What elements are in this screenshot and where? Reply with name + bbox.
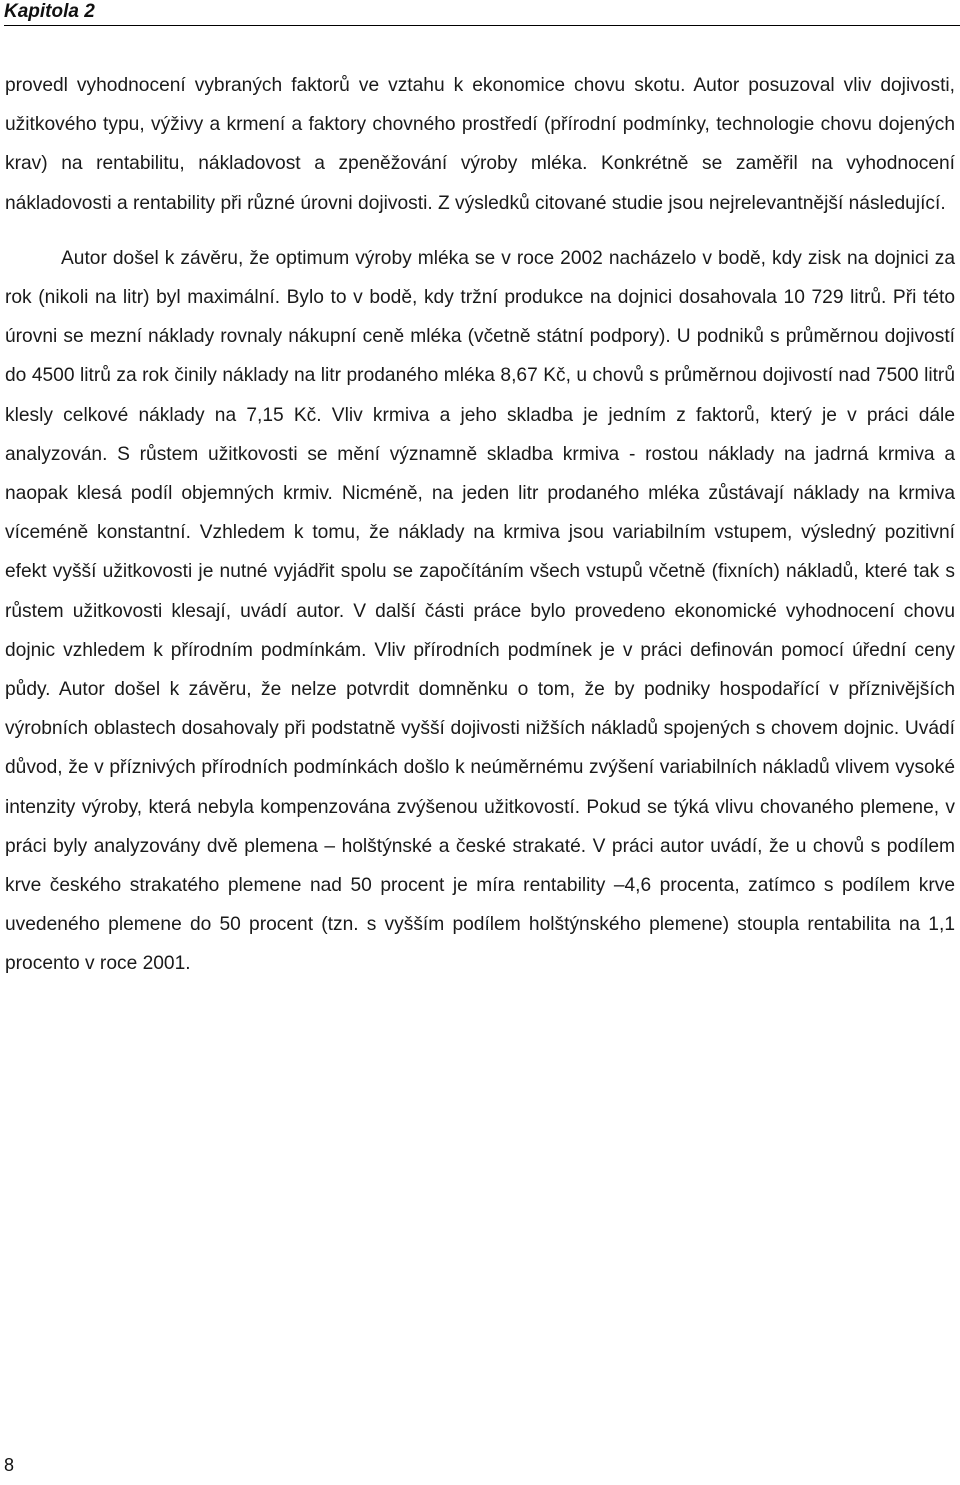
paragraph-1: provedl vyhodnocení vybraných faktorů ve vztahu k ekonomice chovu skotu. Autor posuzoval vliv dojivosti, užitkového typu, výživy a krmení a faktory chovného prostředí (přírodní podmínky, technologie chovu dojených krav) na rentabilitu, nákladovost a zpeněžování výroby mléka. Konkrétně se zaměřil na vyhodnocení nákladovosti a rentability při různé úrovni dojivosti. Z výsledků citované studie jsou nejrelevantnější následující. [5,75,955,214]
page-header [4,0,960,26]
paragraph-2: Autor došel k závěru, že optimum výroby mléka se v roce 2002 nacházelo v bodě, kdy zisk na dojnici za rok (nikoli na litr) byl maximální. Bylo to v bodě, kdy tržní produkce na dojnici dosahovala 10 729 litrů. Při této úrovni se mezní náklady rovnaly nákupní ceně mléka (včetně státní podpory). U podniků s průměrnou dojivostí do 4500 litrů za rok činily náklady na litr prodaného mléka 8,67 Kč, u chovů s průměrnou dojivostí nad 7500 litrů klesly celkové náklady na 7,15 Kč. Vliv krmiva a jeho skladba je jedním z faktorů, který je v práci dále analyzován. S růstem užitkovosti se mění významně skladba krmiva - rostou náklady na jadrná krmiva a naopak klesá podíl objemných krmiv. Nicméně, na jeden litr prodaného mléka zůstávají náklady na krmiva víceméně konstantní. Vzhledem k tomu, že náklady na krmiva jsou variabilním vstupem, výsledný pozitivní efekt vyšší užitkovosti je nutné vyjádřit spolu se započítáním všech vstupů včetně (fixních) nákladů, které tak s růstem užitkovosti klesají, uvádí autor. V další části práce bylo provedeno ekonomické vyhodnocení chovu dojnic vzhledem k přírodním podmínkám. Vliv přírodních podmínek je v práci definován pomocí úřední ceny půdy. Autor došel k závěru, že nelze potvrdit domněnku o tom, že by podniky hospodařící v příznivějších výrobních oblastech dosahovaly při podstatně vyšší dojivosti nižších nákladů spojených s chovem dojnic. Uvádí důvod, že v příznivých přírodních podmínkách došlo k neúměrnému zvýšení variabilních nákladů vlivem vysoké intenzity výroby, která nebyla kompenzována zvýšenou užitkovostí. Pokud se týká vlivu chovaného plemene, v práci byly analyzovány dvě plemena – holštýnské a české strakaté. V práci autor uvádí, že u chovů s podílem krve českého strakatého plemene nad 50 procent je míra rentability –4,6 procenta, zatímco s podílem krve uvedeného plemene do 50 procent (tzn. s vyšším podílem holštýnského plemene) stoupla rentabilita na 1,1 procento v roce 2001. [5,247,955,975]
page-number: 8 [4,1455,15,1475]
body-text [5,66,955,984]
chapter-label: Kapitola 2 [4,1,95,22]
